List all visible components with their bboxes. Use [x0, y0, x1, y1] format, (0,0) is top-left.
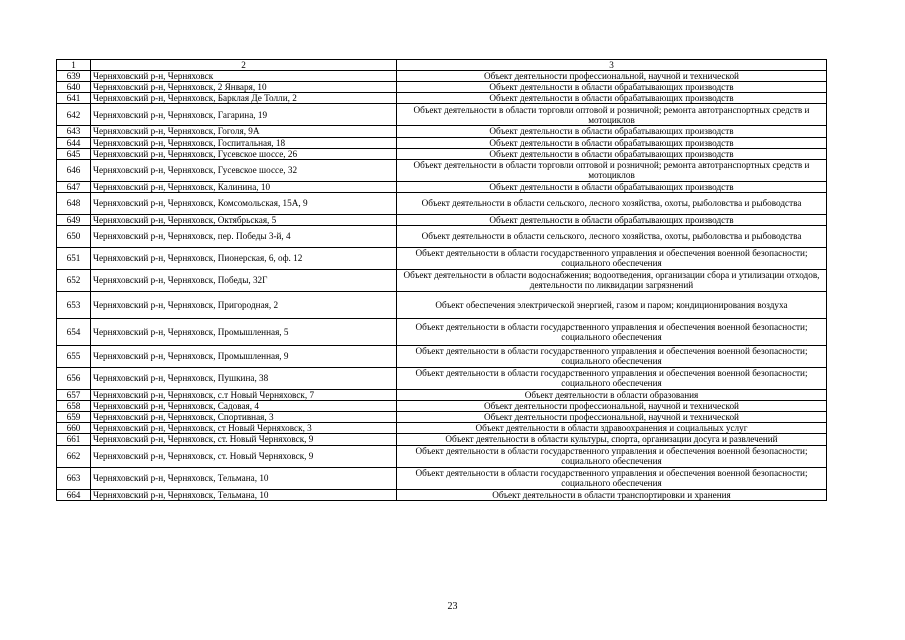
- table-row: [57, 126, 827, 137]
- address-cell: Черняховский р-н, Черняховск, Спортивная, 3: [91, 412, 397, 423]
- address-cell: Черняховский р-н, Черняховск, Комсомольская, 15А, 9: [91, 192, 397, 214]
- object-type-cell: Объект деятельности в области обрабатывающих производств: [397, 148, 827, 159]
- row-number-cell: 659: [57, 412, 91, 423]
- address-cell: Черняховский р-н, Черняховск, ст. Новый Черняховск, 9: [91, 445, 397, 467]
- address-cell: Черняховский р-н, Черняховск, Пушкина, 38: [91, 367, 397, 389]
- table-row: [57, 137, 827, 148]
- row-number-cell: 654: [57, 318, 91, 345]
- object-type-cell: Объект деятельности в области обрабатывающих производств: [397, 126, 827, 137]
- object-type-cell: Объект деятельности в области обрабатывающих производств: [397, 214, 827, 225]
- table-row: [57, 412, 827, 423]
- table-row: [57, 104, 827, 126]
- object-type-cell: Объект деятельности в области обрабатывающих производств: [397, 181, 827, 192]
- row-number-cell: 660: [57, 423, 91, 434]
- row-number-cell: 649: [57, 214, 91, 225]
- row-number-cell: 657: [57, 389, 91, 400]
- page-number: 23: [447, 601, 458, 612]
- object-type-cell: Объект деятельности в области культуры, спорта, организации досуга и развлечений: [397, 434, 827, 445]
- object-type-cell: Объект деятельности в области государственного управления и обеспечения военной безопасности; социального обеспечения: [397, 467, 827, 489]
- table-row: [57, 489, 827, 500]
- table-row: [57, 159, 827, 181]
- object-type-cell: Объект деятельности в области государственного управления и обеспечения военной безопасности; социального обеспечения: [397, 367, 827, 389]
- table-row: [57, 225, 827, 247]
- address-cell: Черняховский р-н, Черняховск, Промышленная, 5: [91, 318, 397, 345]
- address-cell: Черняховский р-н, Черняховск, Барклая Де Толли, 2: [91, 93, 397, 104]
- row-number-cell: 642: [57, 104, 91, 126]
- row-number-cell: 664: [57, 489, 91, 500]
- table-row: [57, 71, 827, 82]
- address-cell: Черняховский р-н, Черняховск, Октябрьская, 5: [91, 214, 397, 225]
- table-body: [57, 71, 827, 501]
- address-cell: Черняховский р-н, Черняховск, Садовая, 4: [91, 401, 397, 412]
- table-row: [57, 367, 827, 389]
- row-number-cell: 639: [57, 71, 91, 82]
- row-number-cell: 662: [57, 445, 91, 467]
- object-type-cell: Объект деятельности в области государственного управления и обеспечения военной безопасности; социального обеспечения: [397, 247, 827, 269]
- table-row: [57, 82, 827, 93]
- table-row: [57, 93, 827, 104]
- row-number-cell: 645: [57, 148, 91, 159]
- address-cell: Черняховский р-н, Черняховск, с.т Новый Черняховск, 7: [91, 389, 397, 400]
- table-row: [57, 247, 827, 269]
- column-header-3: 3: [397, 60, 827, 71]
- object-type-cell: Объект обеспечения электрической энергией, газом и паром; кондиционирования воздуха: [397, 291, 827, 318]
- object-type-cell: Объект деятельности в области торговли оптовой и розничной; ремонта автотранспортных средств и мотоциклов: [397, 104, 827, 126]
- address-cell: Черняховский р-н, Черняховск, Гагарина, 19: [91, 104, 397, 126]
- object-type-cell: Объект деятельности профессиональной, научной и технической: [397, 401, 827, 412]
- object-type-cell: Объект деятельности в области государственного управления и обеспечения военной безопасности; социального обеспечения: [397, 318, 827, 345]
- table-row: [57, 423, 827, 434]
- object-type-cell: Объект деятельности в области обрабатывающих производств: [397, 93, 827, 104]
- object-type-cell: Объект деятельности профессиональной, научной и технической: [397, 412, 827, 423]
- column-header-2: 2: [91, 60, 397, 71]
- table-row: [57, 269, 827, 291]
- table-row: [57, 181, 827, 192]
- row-number-cell: 644: [57, 137, 91, 148]
- row-number-cell: 647: [57, 181, 91, 192]
- object-type-cell: Объект деятельности в области водоснабжения; водоотведения, организации сбора и утилизации отходов, деятельности по ликвидации загрязнений: [397, 269, 827, 291]
- row-number-cell: 646: [57, 159, 91, 181]
- table-row: [57, 148, 827, 159]
- object-type-cell: Объект деятельности в области сельского, лесного хозяйства, охоты, рыболовства и рыбоводства: [397, 225, 827, 247]
- table-row: [57, 192, 827, 214]
- object-type-cell: Объект деятельности в области обрабатывающих производств: [397, 82, 827, 93]
- table-row: [57, 467, 827, 489]
- object-type-cell: Объект деятельности в области торговли оптовой и розничной; ремонта автотранспортных средств и мотоциклов: [397, 159, 827, 181]
- row-number-cell: 651: [57, 247, 91, 269]
- table-row: [57, 389, 827, 400]
- object-type-cell: Объект деятельности в области здравоохранения и социальных услуг: [397, 423, 827, 434]
- address-cell: Черняховский р-н, Черняховск: [91, 71, 397, 82]
- table-row: [57, 401, 827, 412]
- table-row: [57, 318, 827, 345]
- address-cell: Черняховский р-н, Черняховск, пер. Победы 3-й, 4: [91, 225, 397, 247]
- row-number-cell: 640: [57, 82, 91, 93]
- address-cell: Черняховский р-н, Черняховск, Победы, 32Г: [91, 269, 397, 291]
- row-number-cell: 658: [57, 401, 91, 412]
- row-number-cell: 648: [57, 192, 91, 214]
- address-cell: Черняховский р-н, Черняховск, Гусевское шоссе, 32: [91, 159, 397, 181]
- address-cell: Черняховский р-н, Черняховск, Гоголя, 9А: [91, 126, 397, 137]
- address-cell: Черняховский р-н, Черняховск, Гусевское шоссе, 26: [91, 148, 397, 159]
- table-row: [57, 291, 827, 318]
- address-cell: Черняховский р-н, Черняховск, Пригородная, 2: [91, 291, 397, 318]
- row-number-cell: 656: [57, 367, 91, 389]
- table-row: [57, 445, 827, 467]
- object-type-cell: Объект деятельности в области транспортировки и хранения: [397, 489, 827, 500]
- address-cell: Черняховский р-н, Черняховск, Пионерская, 6, оф. 12: [91, 247, 397, 269]
- object-type-cell: Объект деятельности в области государственного управления и обеспечения военной безопасности; социального обеспечения: [397, 445, 827, 467]
- row-number-cell: 641: [57, 93, 91, 104]
- address-cell: Черняховский р-н, Черняховск, Тельмана, 10: [91, 489, 397, 500]
- table-row: [57, 214, 827, 225]
- row-number-cell: 652: [57, 269, 91, 291]
- address-cell: Черняховский р-н, Черняховск, Калинина, 10: [91, 181, 397, 192]
- column-header-1: 1: [57, 60, 91, 71]
- row-number-cell: 653: [57, 291, 91, 318]
- address-cell: Черняховский р-н, Черняховск, Тельмана, 10: [91, 467, 397, 489]
- table-row: [57, 434, 827, 445]
- row-number-cell: 655: [57, 345, 91, 367]
- address-cell: Черняховский р-н, Черняховск, Госпитальная, 18: [91, 137, 397, 148]
- object-type-cell: Объект деятельности в области сельского, лесного хозяйства, охоты, рыболовства и рыбоводства: [397, 192, 827, 214]
- row-number-cell: 643: [57, 126, 91, 137]
- object-type-cell: Объект деятельности в области обрабатывающих производств: [397, 137, 827, 148]
- object-type-cell: Объект деятельности в области государственного управления и обеспечения военной безопасности; социального обеспечения: [397, 345, 827, 367]
- row-number-cell: 663: [57, 467, 91, 489]
- address-cell: Черняховский р-н, Черняховск, ст. Новый Черняховск, 9: [91, 434, 397, 445]
- table-row: [57, 345, 827, 367]
- address-cell: Черняховский р-н, Черняховск, 2 Января, 10: [91, 82, 397, 93]
- address-cell: Черняховский р-н, Черняховск, Промышленная, 9: [91, 345, 397, 367]
- table-header: [57, 60, 827, 71]
- object-type-cell: Объект деятельности профессиональной, научной и технической: [397, 71, 827, 82]
- registry-table: [56, 59, 827, 501]
- address-cell: Черняховский р-н, Черняховск, ст Новый Черняховск, 3: [91, 423, 397, 434]
- row-number-cell: 661: [57, 434, 91, 445]
- row-number-cell: 650: [57, 225, 91, 247]
- object-type-cell: Объект деятельности в области образования: [397, 389, 827, 400]
